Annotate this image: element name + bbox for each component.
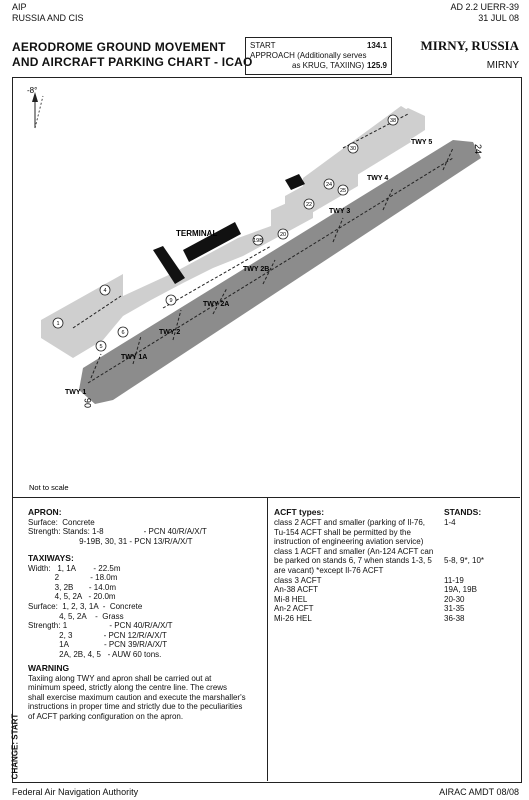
acft-table (274, 518, 516, 624)
warning-line: shall exercise maximum caution and execute the marshaller's (28, 692, 246, 702)
twy-3-label: TWY 3 (329, 208, 351, 215)
acft-row (274, 518, 516, 528)
approach-frequency: 125.9 (366, 61, 387, 70)
acft-type: Mi-26 HEL (274, 613, 312, 623)
acft-type: be parked on stands 6, 7 when stands 1-3, 5 (274, 556, 432, 566)
svg-text:19B: 19B (253, 238, 263, 244)
header-region: RUSSIA AND CIS (12, 13, 84, 23)
svg-text:5: 5 (99, 344, 103, 350)
twy-2a-label: TWY 2A (203, 301, 230, 308)
page-title (12, 40, 253, 70)
twy-1a-label: TWY 1A (121, 354, 148, 361)
runway-end-24: 24 (473, 144, 483, 155)
runway-end-06: 06 (83, 397, 93, 408)
acft-type: An-2 ACFT (274, 604, 314, 614)
svg-text:24: 24 (325, 182, 333, 188)
svg-text:9: 9 (169, 298, 173, 304)
taxiway-width-4: 4, 5, 2A - 20.0m (28, 592, 116, 602)
acft-stands: 5-8, 9*, 10* (444, 556, 485, 566)
warning-line: instructions in proper time and strictly due to the peculiarities (28, 702, 243, 712)
svg-text:20: 20 (279, 232, 287, 238)
svg-text:25: 25 (339, 188, 347, 194)
apron-strength-2: 9-19B, 30, 31 - PCN 13/R/A/X/T (28, 536, 193, 546)
twy-5-label: TWY 5 (411, 139, 433, 146)
acft-stands: 11-19 (444, 575, 464, 585)
place-name: MIRNY, RUSSIA (420, 38, 519, 53)
taxiways-section (28, 554, 264, 660)
acft-section (274, 508, 516, 624)
approach-label-2: as KRUG, TAXIING) (292, 61, 365, 70)
taxiway-surface-2: 4, 5, 2A - Grass (28, 611, 124, 621)
north-arrow-icon (32, 92, 43, 128)
twy-2b-label: TWY 2B (243, 266, 270, 273)
acft-stands: 19A, 19B (444, 585, 477, 595)
aerodrome-chart (13, 78, 519, 496)
frequency-box (245, 37, 392, 75)
warning-section (28, 664, 264, 722)
acft-row (274, 604, 516, 614)
approach-label-1: APPROACH (Additionally serves (250, 51, 367, 60)
acft-row (274, 556, 516, 566)
footer-amendment: AIRAC AMDT 08/08 (439, 787, 519, 797)
place-subname: MIRNY (486, 60, 519, 71)
acft-type: Mi-8 HEL (274, 594, 308, 604)
acft-type: instruction of engineering aviation service) (274, 537, 424, 547)
warning-line: Taxiing along TWY and apron shall be carried out at (28, 673, 212, 683)
acft-stands: 1-4 (444, 518, 456, 527)
header-left (12, 2, 84, 24)
svg-text:4: 4 (103, 288, 107, 294)
title-line-1: AERODROME GROUND MOVEMENT (12, 40, 226, 54)
acft-stands: 36-38 (444, 613, 465, 623)
svg-text:6: 6 (121, 330, 125, 336)
magnetic-variation: -8° (27, 86, 38, 95)
warning-line: of ACFT parking configuration on the apron. (28, 711, 184, 721)
taxiway-strength-3: 1A - PCN 39/R/A/X/T (28, 640, 168, 650)
runway (79, 140, 481, 404)
twy-4-label: TWY 4 (367, 175, 389, 182)
stands-title: STANDS: (444, 507, 482, 517)
apron-title: APRON: (28, 507, 62, 517)
change-note: CHANGE: START (10, 713, 20, 780)
header-page-id: AD 2.2 UERR-39 (450, 2, 519, 12)
acft-row (274, 566, 516, 576)
terminal-label: TERMINAL (176, 229, 218, 238)
acft-row (274, 614, 516, 624)
apron-section (28, 508, 264, 546)
taxiways-title: TAXIWAYS: (28, 553, 74, 563)
column-divider (267, 497, 268, 781)
warning-title: WARNING (28, 663, 70, 673)
taxiway-width-3: 3, 2B - 14.0m (28, 582, 117, 592)
title-line-2: AND AIRCRAFT PARKING CHART - ICAO (12, 55, 253, 69)
header-right (450, 2, 519, 24)
start-label: START (250, 41, 276, 50)
header-aip: AIP (12, 2, 27, 12)
twy-1-label: TWY 1 (65, 389, 87, 396)
svg-text:38: 38 (389, 118, 397, 124)
acft-row (274, 585, 516, 595)
header-date: 31 JUL 08 (478, 13, 519, 23)
taxiway-strength-1: Strength: 1 - PCN 40/R/A/X/T (28, 621, 173, 631)
taxiway-strength-2: 2, 3 - PCN 12/R/A/X/T (28, 630, 167, 640)
svg-text:22: 22 (305, 202, 313, 208)
acft-stands: 20-30 (444, 594, 465, 604)
svg-text:30: 30 (349, 146, 357, 152)
acft-type: class 1 ACFT and smaller (An-124 ACFT can (274, 546, 434, 556)
svg-text:1: 1 (56, 321, 60, 327)
apron-strength-1: Strength: Stands: 1-8 - PCN 40/R/A/X/T (28, 527, 207, 537)
scale-note: Not to scale (29, 483, 69, 492)
acft-stands: 31-35 (444, 604, 465, 614)
taxiway-width-2: 2 - 18.0m (28, 573, 118, 583)
acft-row (274, 547, 516, 557)
taxiway-surface-1: Surface: 1, 2, 3, 1A - Concrete (28, 601, 143, 611)
acft-type: Tu-154 ACFT shall be permitted by the (274, 527, 411, 537)
acft-type: class 2 ACFT and smaller (parking of Il-76, (274, 518, 426, 527)
apron-surface: Surface: Concrete (28, 517, 95, 527)
acft-type: class 3 ACFT (274, 575, 322, 585)
warning-line: minimum speed, strictly along the centre line. The crews (28, 683, 228, 693)
twy-2-label: TWY 2 (159, 329, 181, 336)
taxiway-width-1: Width: 1, 1A - 22.5m (28, 563, 121, 573)
start-frequency: 134.1 (366, 41, 387, 50)
acft-row (274, 576, 516, 586)
acft-row (274, 595, 516, 605)
section-divider (12, 497, 520, 498)
taxiway-strength-4: 2A, 2B, 4, 5 - AUW 60 tons. (28, 649, 162, 659)
acft-row (274, 537, 516, 547)
acft-types-title: ACFT types: (274, 507, 325, 517)
footer-authority: Federal Air Navigation Authority (12, 787, 139, 797)
acft-type: are vacant) *except Il-76 ACFT (274, 565, 384, 575)
acft-row (274, 528, 516, 538)
acft-type: An-38 ACFT (274, 585, 319, 595)
